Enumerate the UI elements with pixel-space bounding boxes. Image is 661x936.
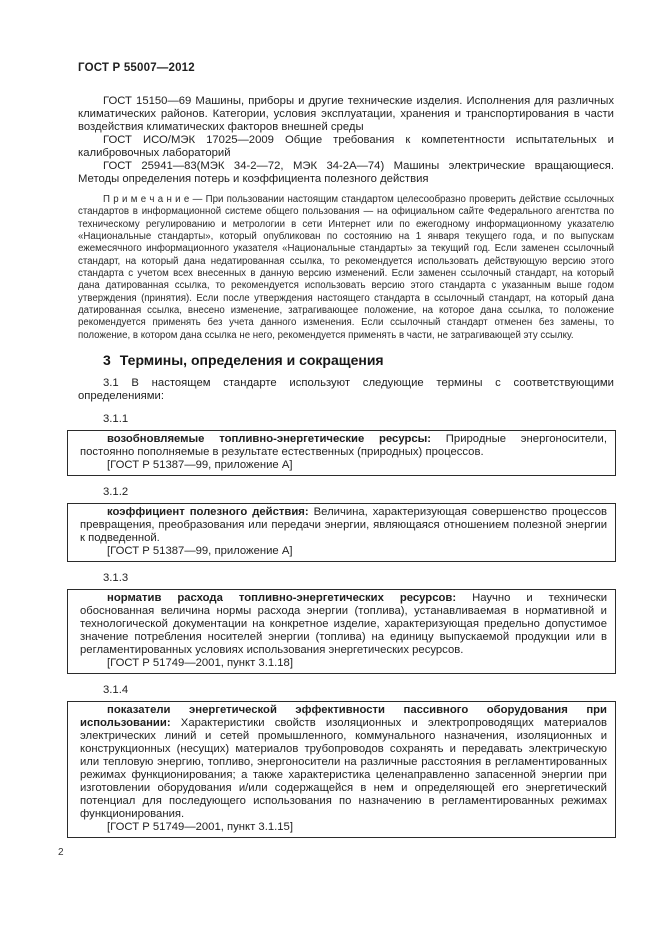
term-definition: Характеристики свойств изоляционных и электропроводящих материалов электрических линий и сетей промышленного, коммунального назначения, изоляционных и конструкционных (несущих) материалов трубопроводов сохранять и передавать электрическую или тепловую энергию, топливо, энергоносители на различные расстояния в регламентированных режимах функционирования; а также характеристика целенаправленно запасенной энергии при изготовлении оборудования и/или содержащейся в нем и определяющей его энергетический потенциал для последующего использования по назначению в регламентированных режимах функционирования. bbox=[80, 717, 607, 821]
section-heading bbox=[78, 352, 614, 368]
reference-paragraph: ГОСТ 25941—83(МЭК 34-2—72, МЭК 34-2А—74) Машины электрические вращающиеся. Методы определения потерь и коэффициента полезного действия bbox=[78, 160, 614, 185]
section-intro: 3.1 В настоящем стандарте используют следующие термины с соответствующими определениями: bbox=[78, 377, 614, 403]
term-source: [ГОСТ Р 51749—2001, пункт 3.1.18] bbox=[107, 657, 293, 670]
section-title: Термины, определения и сокращения bbox=[119, 352, 384, 369]
section-number: 3 bbox=[103, 352, 111, 369]
term-text bbox=[80, 433, 607, 459]
page-number: 2 bbox=[58, 847, 64, 858]
term-source: [ГОСТ Р 51387—99, приложение А] bbox=[107, 545, 293, 558]
term-source: [ГОСТ Р 51749—2001, пункт 3.1.15] bbox=[107, 821, 293, 834]
note-paragraph: П р и м е ч а н и е — При пользовании настоящим стандартом целесообразно проверить действие ссылочных стандартов в информационной системе общего пользования — на официальном сайте Федерального агентства по техническому регулированию и метрологии в сети Интернет или по ежегодному информационному указателю «Национальные стандарты», который опубликован по состоянию на 1 января текущего года, и по выпускам ежемесячного информационного указателя «Национальные стандарты» за текущий год. Если заменен ссылочный стандарт, на который дана недатированная ссылка, то рекомендуется использовать действующую версию этого стандарта с учетом всех внесенных в данную версию изменений. Если заменен ссылочный стандарт, на который дана датированная ссылка, то рекомендуется использовать версию этого стандарта с указанным выше годом утверждения (принятия). Если после утверждения настоящего стандарта в ссылочный стандарт, на который дана датированная ссылка, внесено изменение, затрагивающее положение, на которое дана ссылка, то положение рекомендуется применять без учета данного изменения. Если ссылочный стандарт отменен без замены, то положение, в котором дана ссылка не него, рекомендуется применять в части, не затрагивающей эту ссылку. bbox=[78, 194, 614, 341]
term-text bbox=[80, 592, 607, 657]
term-definition-box bbox=[67, 430, 616, 476]
term-definition-box bbox=[67, 503, 616, 562]
term-text bbox=[80, 506, 607, 545]
term-definition: Величина, характеризующая совершенство процессов превращения, преобразования или передачи энергии, являющаяся отношением полезной энергии к подведенной. bbox=[80, 506, 607, 545]
reference-paragraph: ГОСТ 15150—69 Машины, приборы и другие технические изделия. Исполнения для различных климатических районов. Категории, условия эксплуатации, хранения и транспортирования в части воздействия климатических факторов внешней среды bbox=[78, 95, 614, 133]
term-text bbox=[80, 704, 607, 821]
term-number: 3.1.1 bbox=[103, 413, 129, 426]
term-name: возобновляемые топливно-энергетические ресурсы: bbox=[107, 433, 432, 446]
page-content bbox=[78, 62, 614, 838]
term-name: коэффициент полезного действия: bbox=[107, 506, 309, 519]
running-header: ГОСТ Р 55007—2012 bbox=[78, 62, 195, 74]
term-definition: Природные энергоносители, постоянно пополняемые в результате естественных (природных) процессов. bbox=[80, 433, 607, 459]
reference-paragraph: ГОСТ ИСО/МЭК 17025—2009 Общие требования к компетентности испытательных и калибровочных лабораторий bbox=[78, 134, 614, 159]
term-number: 3.1.3 bbox=[103, 572, 129, 585]
term-definition: Научно и технически обоснованная величина нормы расхода энергии (топлива), устанавливаемая в нормативной и технологической документации на конкретное изделие, характеризующая предельно допустимое значение потребления носителей энергии (топлива) на единицу выпускаемой продукции или в регламентированных условиях использования энергетических ресурсов. bbox=[80, 592, 607, 657]
term-number: 3.1.4 bbox=[103, 684, 129, 697]
term-name: норматив расхода топливно-энергетических ресурсов: bbox=[107, 592, 457, 605]
term-name: показатели энергетической эффективности пассивного оборудования при использовании: bbox=[80, 704, 607, 730]
term-number: 3.1.2 bbox=[103, 486, 129, 499]
term-definition-box bbox=[67, 589, 616, 674]
term-source: [ГОСТ Р 51387—99, приложение А] bbox=[107, 459, 293, 472]
term-definition-box bbox=[67, 701, 616, 838]
